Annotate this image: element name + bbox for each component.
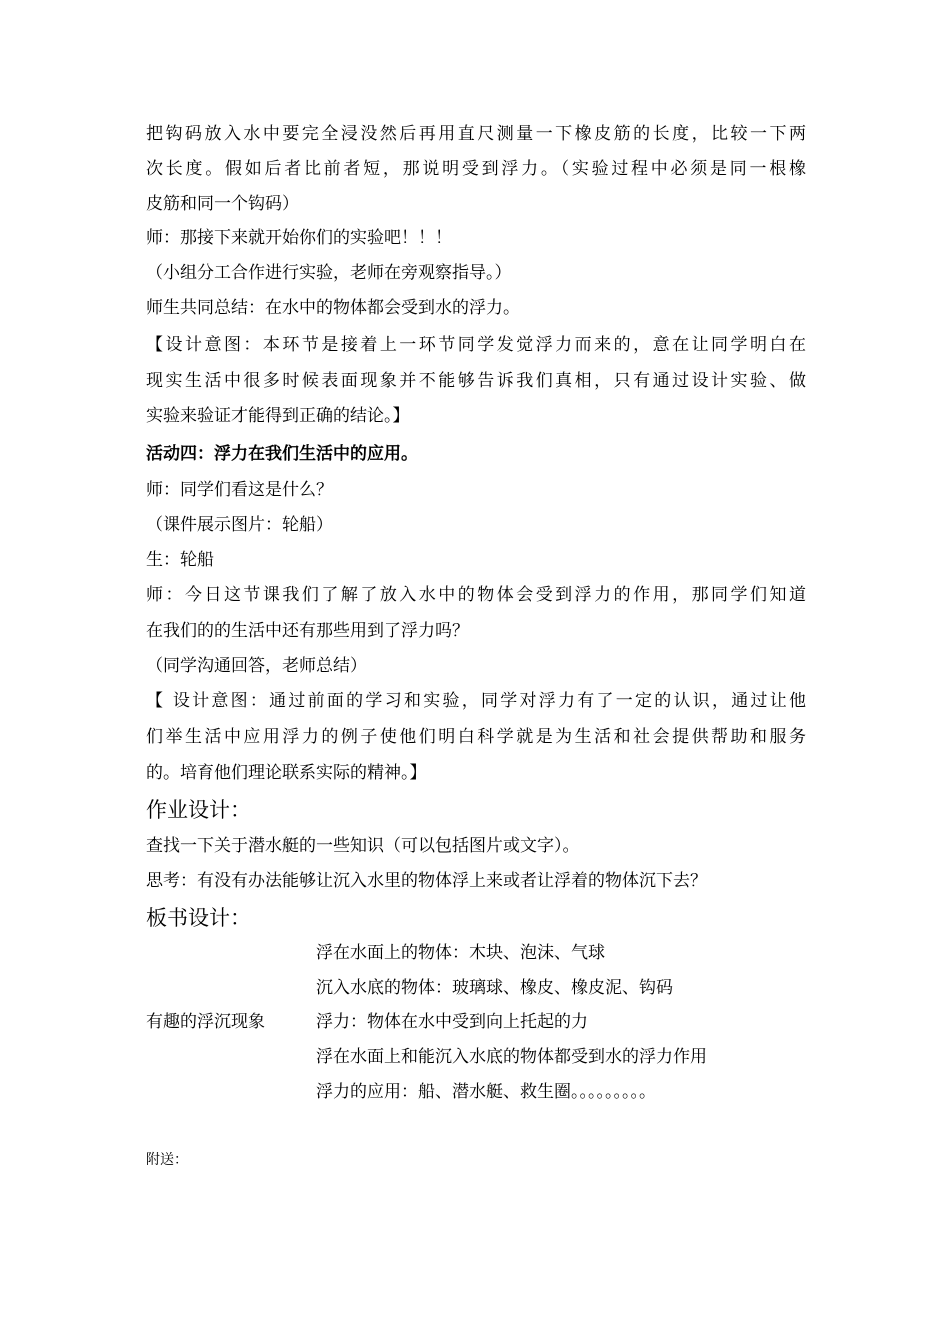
- board-item-4: 浮在水面上和能沉入水底的物体都受到水的浮力作用: [316, 1047, 707, 1067]
- board-item-3: 浮力：物体在水中受到向上托起的力: [316, 1012, 588, 1032]
- homework-think: 思考：有没有办法能够让沉入水里的物体浮上来或者让浮着的物体沉下去？: [146, 871, 707, 891]
- homework-heading: 作业设计：: [146, 798, 251, 822]
- intent-line-1: 【设计意图：本环节是接着上一环节同学发觉浮力而来的，意在让同学明白在: [146, 335, 806, 355]
- board-heading: 板书设计：: [146, 906, 251, 930]
- group-work-line: （小组分工合作进行实验，老师在旁观察指导。）: [146, 263, 512, 283]
- board-item-5: 浮力的应用：船、潜水艇、救生圈。。。。。。。。。: [316, 1082, 656, 1102]
- board-item-2: 沉入水底的物体：玻璃球、橡皮、橡皮泥、钩码: [316, 978, 673, 998]
- summary-line: 师生共同总结：在水中的物体都会受到水的浮力。: [146, 298, 520, 318]
- activity4-show: （课件展示图片：轮船）: [146, 515, 333, 535]
- activity4-intent-line-2: 们举生活中应用浮力的例子使他们明白科学就是为生活和社会提供帮助和服务: [146, 727, 806, 747]
- homework-task: 查找一下关于潜水艇的一些知识（可以包括图片或文字）。: [146, 836, 580, 856]
- intent-line-2: 现实生活中很多时候表面现象并不能够告诉我们真相，只有通过设计实验、做: [146, 371, 806, 391]
- experiment-line-3: 皮筋和同一个钩码）: [146, 194, 299, 214]
- activity4-answer: 生：轮船: [146, 550, 214, 570]
- intent-line-3: 实验来验证才能得到正确的结论。】: [146, 406, 410, 426]
- experiment-line-1: 把钩码放入水中要完全浸没然后再用直尺测量一下橡皮筋的长度，比较一下两: [146, 124, 806, 144]
- appendix-label: 附送：: [146, 1152, 188, 1168]
- activity4-question: 师：同学们看这是什么？: [146, 480, 333, 500]
- experiment-line-2: 次长度。假如后者比前者短，那说明受到浮力。（实验过程中必须是同一根橡: [146, 159, 806, 179]
- teacher-start-line: 师：那接下来就开始你们的实验吧！！！: [146, 228, 452, 248]
- board-item-1: 浮在水面上的物体：木块、泡沫、气球: [316, 943, 605, 963]
- activity4-discuss: （同学沟通回答，老师总结）: [146, 656, 367, 676]
- activity4-title: 活动四：浮力在我们生活中的应用。: [146, 444, 418, 464]
- activity4-intent-line-3: 的。培育他们理论联系实际的精神。】: [146, 763, 427, 783]
- board-title: 有趣的浮沉现象: [146, 1012, 265, 1032]
- activity4-q2-line-2: 在我们的的生活中还有那些用到了浮力吗？: [146, 621, 469, 641]
- activity4-intent-line-1: 【 设计意图：通过前面的学习和实验，同学对浮力有了一定的认识，通过让他: [146, 691, 806, 711]
- activity4-q2-line-1: 师：今日这节课我们了解了放入水中的物体会受到浮力的作用，那同学们知道: [146, 585, 806, 605]
